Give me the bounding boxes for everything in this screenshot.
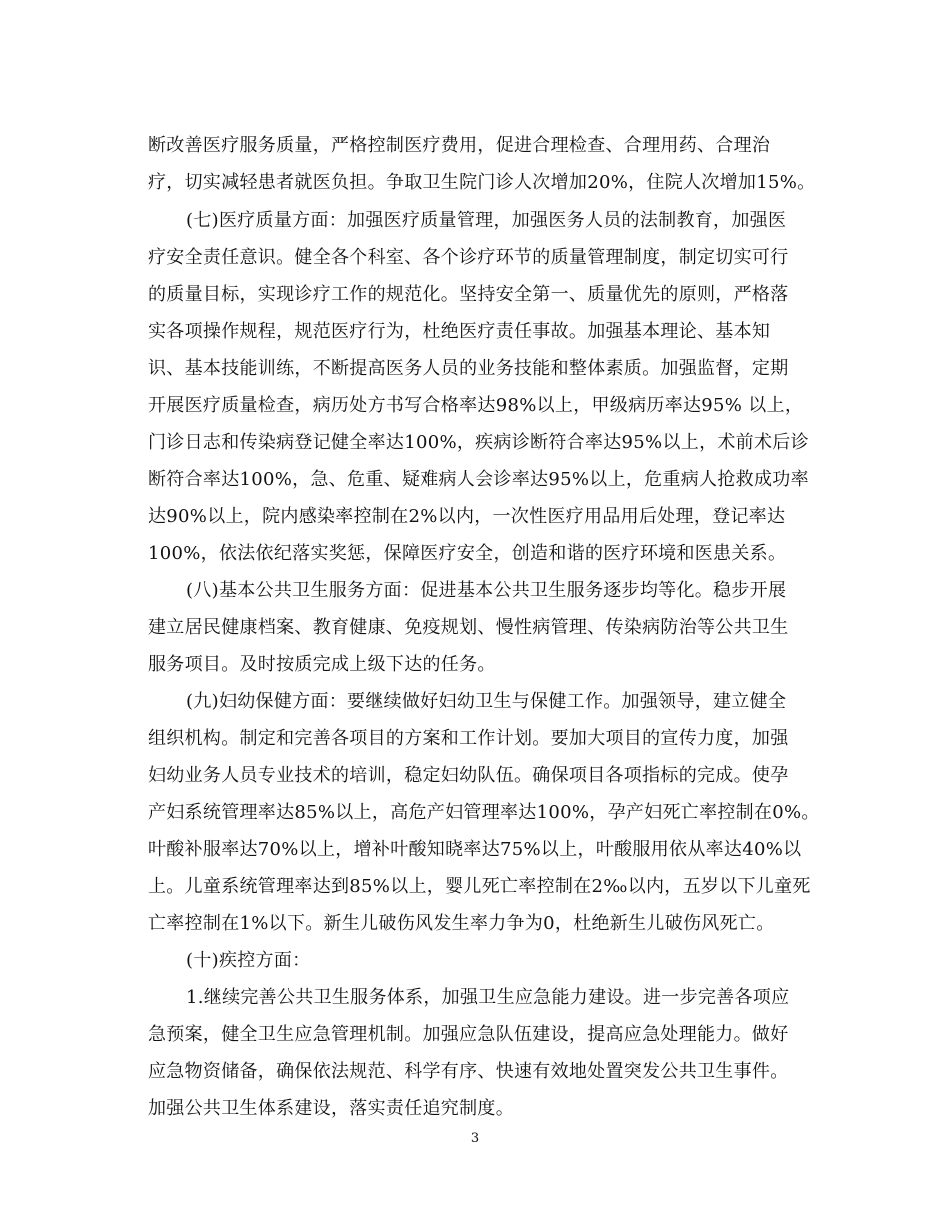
text-line-7: 识、基本技能训练，不断提高医务人员的业务技能和整体素质。加强监督，定期: [148, 358, 789, 379]
text-line-21: 上。儿童系统管理率达到85%以上，婴儿死亡率控制在2‰以内，五岁以下儿童死: [148, 876, 811, 897]
text-line-20: 叶酸补服率达70%以上，增补叶酸知晓率达75%以上，叶酸服用依从率达40%以: [148, 839, 802, 860]
text-line-4: 疗安全责任意识。健全各个科室、各个诊疗环节的质量管理制度，制定切实可行: [148, 247, 789, 268]
text-line-22: 亡率控制在1%以下。新生儿破伤风发生率力争为0，杜绝新生儿破伤风死亡。: [148, 913, 775, 934]
text-line-11: 达90%以上，院内感染率控制在2%以内，一次性医疗用品用后处理，登记率达: [148, 506, 786, 527]
section-8-heading-line: (八)基本公共卫生服务方面：促进基本公共卫生服务逐步均等化。稳步开展: [186, 580, 787, 601]
text-line-17: 组织机构。制定和完善各项目的方案和工作计划。要加大项目的宣传力度，加强: [148, 728, 789, 749]
text-line-25: 急预案，健全卫生应急管理机制。加强应急队伍建设，提高应急处理能力。做好: [148, 1024, 789, 1045]
page-number: 3: [470, 1131, 480, 1146]
text-line-1: 断改善医疗服务质量，严格控制医疗费用，促进合理检查、合理用药、合理治: [148, 135, 771, 156]
text-line-10: 断符合率达100%，急、危重、疑难病人会诊率达95%以上，危重病人抢救成功率: [148, 469, 809, 490]
text-line-14: 建立居民健康档案、教育健康、免疫规划、慢性病管理、传染病防治等公共卫生: [148, 617, 789, 638]
item-1-line: 1.继续完善公共卫生服务体系，加强卫生应急能力建设。进一步完善各项应: [186, 987, 790, 1008]
text-line-27: 加强公共卫生体系建设，落实责任追究制度。: [148, 1098, 514, 1119]
section-9-heading-line: (九)妇幼保健方面：要继续做好妇幼卫生与保健工作。加强领导，建立健全: [186, 691, 787, 712]
section-10-heading-line: (十)疾控方面：: [186, 950, 311, 971]
text-line-8: 开展医疗质量检查，病历处方书写合格率达98%以上，甲级病历率达95% 以上，: [148, 395, 804, 416]
text-line-18: 妇幼业务人员专业技术的培训，稳定妇幼队伍。确保项目各项指标的完成。使孕: [148, 765, 789, 786]
text-line-2: 疗，切实减轻患者就医负担。争取卫生院门诊人次增加20%，住院人次增加15%。: [148, 172, 816, 193]
section-7-heading-line: (七)医疗质量方面：加强医疗质量管理，加强医务人员的法制教育，加强医: [186, 210, 787, 231]
text-line-6: 实各项操作规程，规范医疗行为，杜绝医疗责任事故。加强基本理论、基本知: [148, 321, 771, 342]
text-line-5: 的质量目标，实现诊疗工作的规范化。坚持安全第一、质量优先的原则，严格落: [148, 284, 789, 305]
text-line-19: 产妇系统管理率达85%以上，高危产妇管理率达100%，孕产妇死亡率控制在0%。: [148, 802, 820, 823]
text-line-9: 门诊日志和传染病登记健全率达100%，疾病诊断符合率达95%以上，术前术后诊: [148, 432, 809, 453]
text-line-26: 应急物资储备，确保依法规范、科学有序、快速有效地处置突发公共卫生事件。: [148, 1061, 789, 1082]
text-line-12: 100%，依法依纪落实奖惩，保障医疗安全，创造和谐的医疗环境和医患关系。: [148, 543, 787, 564]
text-line-15: 服务项目。及时按质完成上级下达的任务。: [148, 654, 496, 675]
